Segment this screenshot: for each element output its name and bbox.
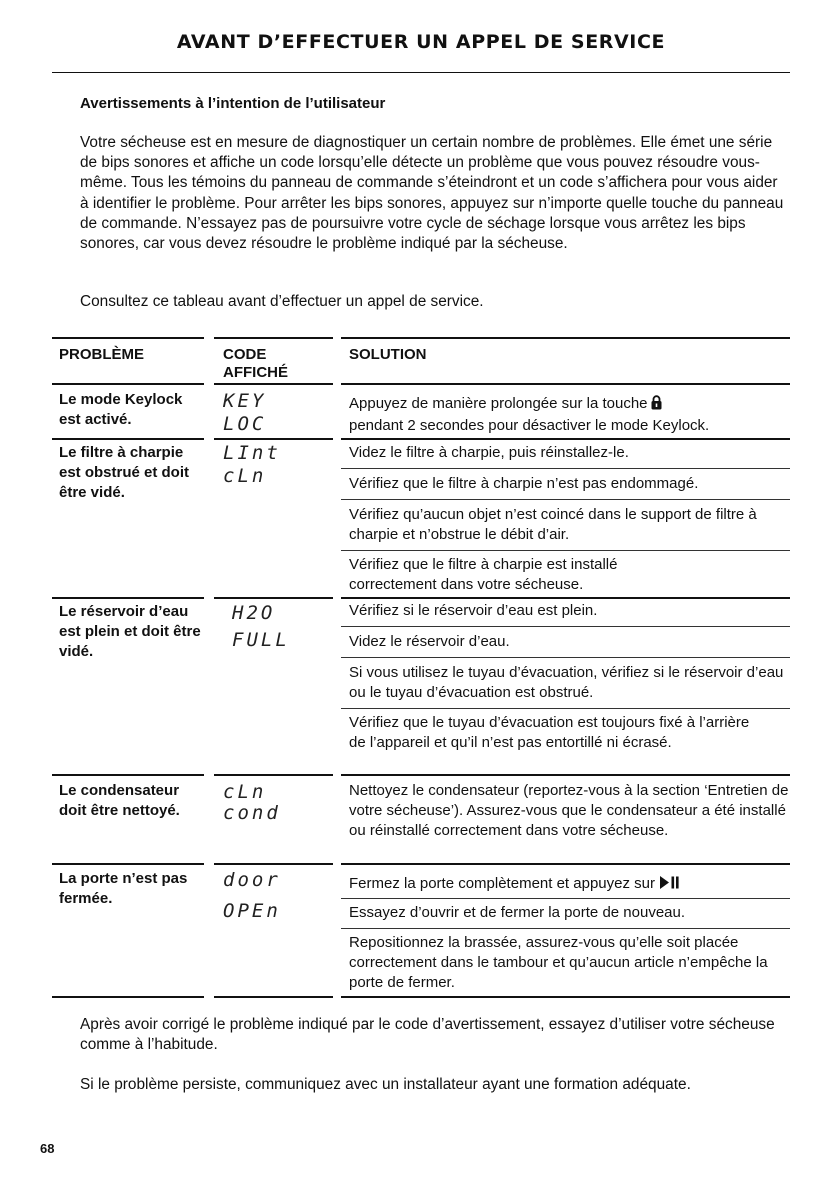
solution-condenser: Nettoyez le condensateur (reportez-vous à la section ‘Entretien de votre sécheuse’). Assurez-vous que le condensateur a été installé ou réinstallé correctement dans votre sécheuse.: [349, 782, 789, 839]
solution-door-1: [349, 874, 790, 896]
solution-rule: [341, 898, 790, 899]
solution-rule: [341, 928, 790, 929]
solution-rule: [341, 499, 790, 500]
table-bottom-rule-solution: [341, 996, 790, 998]
row-rule-3-solution: [341, 774, 790, 776]
solution-rule: [341, 468, 790, 469]
solution-water-3: Si vous utilisez le tuyau d’évacuation, vérifiez si le réservoir d’eau ou le tuyau d’évacuation est obstrué.: [349, 664, 784, 701]
row-rule-1-problem: [52, 438, 204, 440]
code-lint-1: LInt: [223, 442, 281, 464]
solution-rule: [341, 626, 790, 627]
solution-door-2: Essayez d’ouvrir et de fermer la porte de nouveau.: [349, 904, 686, 921]
header-bottom-rule-code: [214, 383, 333, 385]
code-keylock-1: KEY: [223, 390, 267, 412]
table-bottom-rule-code: [214, 996, 333, 998]
solution-door-3: Repositionnez la brassée, assurez-vous qu’elle soit placée correctement dans le tambour et qu’aucun article n’empêche la porte de fermer.: [349, 934, 768, 991]
solution-rule: [341, 708, 790, 709]
row-rule-2-code: [214, 597, 333, 599]
solution-rule: [341, 550, 790, 551]
problem-lint-filter: Le filtre à charpie est obstrué et doit être vidé.: [59, 444, 190, 501]
code-water-1: H2O: [232, 602, 276, 624]
solution-lint-4: Vérifiez que le filtre à charpie est installé correctement dans votre sécheuse.: [349, 556, 618, 593]
problem-keylock: Le mode Keylock est activé.: [59, 391, 183, 428]
outro-paragraph-1: Après avoir corrigé le problème indiqué par le code d’avertissement, essayez d’utiliser votre sécheuse comme à l’habitude.: [80, 1016, 775, 1054]
solution-water-4: Vérifiez que le tuyau d’évacuation est toujours fixé à l’arrière de l’appareil et qu’il n’est pas entortillé ni écrasé.: [349, 714, 750, 751]
problem-condenser: Le condensateur doit être nettoyé.: [59, 782, 180, 819]
page-title: AVANT D’EFFECTUER UN APPEL DE SERVICE: [176, 31, 666, 53]
code-lint-2: cLn: [223, 465, 267, 487]
consult-paragraph: Consultez ce tableau avant d’effectuer un appel de service.: [80, 293, 484, 310]
header-solution: SOLUTION: [349, 346, 427, 363]
row-rule-4-problem: [52, 863, 204, 865]
solution-water-1: Vérifiez si le réservoir d’eau est plein.: [349, 602, 598, 619]
row-rule-4-solution: [341, 863, 790, 865]
solution-door-1-text: Fermez la porte complètement et appuyez sur: [349, 875, 655, 892]
row-rule-3-problem: [52, 774, 204, 776]
row-rule-2-solution: [341, 597, 790, 599]
outro-paragraph-2: Si le problème persiste, communiquez avec un installateur ayant une formation adéquate.: [80, 1076, 691, 1093]
problem-door: La porte n’est pas fermée.: [59, 870, 188, 907]
section-heading: Avertissements à l’intention de l’utilisateur: [80, 95, 386, 112]
row-rule-2-problem: [52, 597, 204, 599]
table-bottom-rule-problem: [52, 996, 204, 998]
intro-paragraph: Votre sécheuse est en mesure de diagnostiquer un certain nombre de problèmes. Elle émet une série de bips sonores et affiche un code lorsqu’elle détecte un problème que vous pouvez résoudre vous-même. Tous les témoins du panneau de commande s’éteindront et un code s’affichera pour vous aider à identifier le problème. Pour arrêter les bips sonores, appuyez sur n’importe quelle touche du panneau de commande. N’essayez pas de poursuivre votre cycle de séchage lorsque vous arrêtez les bips sonores, car vous devez résoudre le problème indiqué par la sécheuse.: [80, 134, 784, 253]
page-number: 68: [40, 1141, 55, 1156]
code-door-2: OPEn: [223, 900, 281, 922]
solution-keylock: Appuyez de manière prolongée sur la touche pendant 2 secondes pour désactiver le mode Keylock.: [349, 395, 710, 434]
play-pause-icon: [658, 875, 680, 896]
solution-rule: [341, 657, 790, 658]
header-bottom-rule-problem: [52, 383, 204, 385]
header-bottom-rule-solution: [341, 383, 790, 385]
lock-icon: [651, 395, 662, 416]
row-rule-1-solution: [341, 438, 790, 440]
row-rule-1-code: [214, 438, 333, 440]
solution-lint-1: Videz le filtre à charpie, puis réinstallez-le.: [349, 444, 629, 461]
row-rule-4-code: [214, 863, 333, 865]
code-door-1: door: [223, 869, 281, 891]
solution-lint-2: Vérifiez que le filtre à charpie n’est pas endommagé.: [349, 475, 699, 492]
title-divider: [52, 72, 790, 73]
solution-lint-3: Vérifiez qu’aucun objet n’est coincé dans le support de filtre à charpie et n’obstrue le débit d’air.: [349, 506, 757, 543]
header-rule-problem: [52, 337, 204, 339]
code-keylock-2: LOC: [223, 413, 267, 435]
solution-water-2: Videz le réservoir d’eau.: [349, 633, 510, 650]
code-condenser-1: cLn: [223, 781, 267, 803]
header-rule-solution: [341, 337, 790, 339]
problem-water-tank: Le réservoir d’eau est plein et doit être vidé.: [59, 603, 201, 660]
header-code: CODE AFFICHÉ: [223, 346, 288, 381]
header-rule-code: [214, 337, 333, 339]
code-water-2: FULL: [232, 629, 290, 651]
row-rule-3-code: [214, 774, 333, 776]
header-problem: PROBLÈME: [59, 346, 145, 363]
code-condenser-2: cond: [223, 802, 281, 824]
